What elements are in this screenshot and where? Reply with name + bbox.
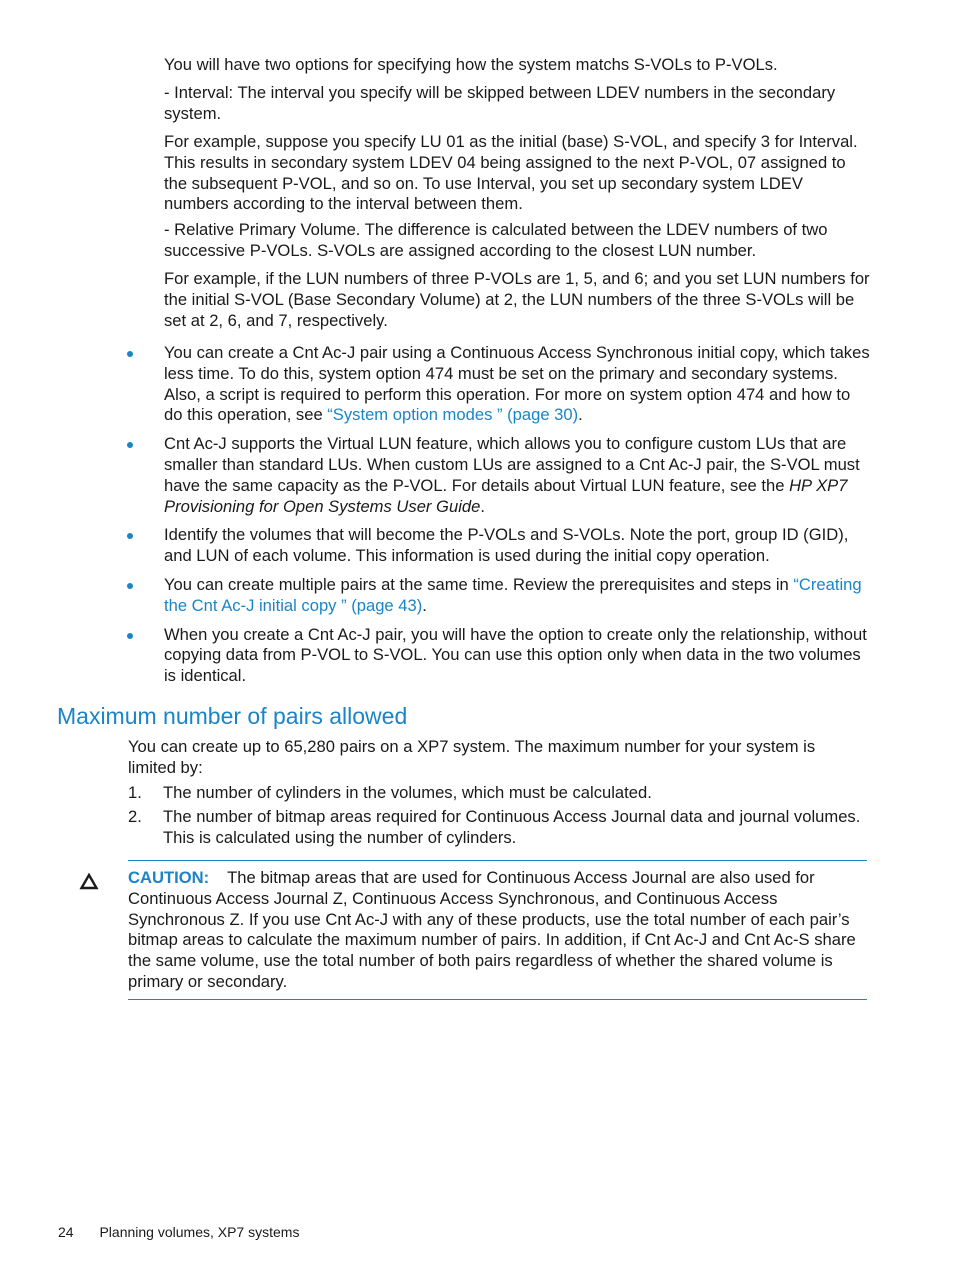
item-number: 2. xyxy=(128,806,142,826)
item-text: The number of cylinders in the volumes, which must be calculated. xyxy=(163,783,652,802)
bullet-icon xyxy=(127,533,133,539)
bullet-list xyxy=(0,343,954,695)
bullet-icon xyxy=(127,633,133,639)
caution-bottom-rule xyxy=(128,999,867,1000)
item-text: The number of bitmap areas required for Continuous Access Journal data and journal volumes. This is calculated using the number of cylinders. xyxy=(163,806,861,847)
list-item xyxy=(0,434,870,517)
caution-top-rule xyxy=(128,860,867,861)
bullet-text: Identify the volumes that will become the P-VOLs and S-VOLs. Note the port, group ID (GID), and LUN of each volume. This information is used during the initial copy operation. xyxy=(164,525,849,566)
list-item xyxy=(0,575,870,617)
intro-paragraph-relative: - Relative Primary Volume. The difference is calculated between the LDEV numbers of two successive P-VOLs. S-VOLs are assigned according to the closest LUN number. xyxy=(164,220,828,260)
list-item xyxy=(0,783,869,804)
footer-chapter-title: Planning volumes, XP7 systems xyxy=(99,1224,300,1240)
list-item xyxy=(0,343,870,426)
bullet-icon xyxy=(127,351,133,357)
intro-paragraph-interval-example: For example, suppose you specify LU 01 as the initial (base) S-VOL, and specify 3 for Interval. This results in secondary system LDEV 04 being assigned to the next P-VOL, 07 assigned to the subsequent P-VOL, and so on. To use Interval, you set up secondary system LDEV numbers according to the interval between them. xyxy=(164,132,858,214)
page-footer xyxy=(58,1223,299,1241)
bullet-punctuation: . xyxy=(422,595,427,615)
caution-triangle-icon xyxy=(79,872,99,890)
caution-note xyxy=(128,868,870,993)
bullet-text: You can create multiple pairs at the same time. Review the prerequisites and steps in xyxy=(164,574,794,594)
caution-body: The bitmap areas that are used for Continuous Access Journal are also used for Continuous Access Journal Z, Continuous Access Synchronous, and Continuous Access Synchronous Z. If you use Cnt Ac-J with any of these products, use the total number of each pair’s bitmap areas to calculate the maximum number of pairs. In addition, if Cnt Ac-J and Cnt Ac-S share the same volume, use the total number of both pairs regardless of whether the shared volume is primary or secondary. xyxy=(128,868,856,991)
intro-paragraph-relative-example: For example, if the LUN numbers of three P-VOLs are 1, 5, and 6; and you set LUN numbers for the initial S-VOL (Base Secondary Volume) at 2, the LUN numbers of the three S-VOLs will be set at 2, 6, and 7, respectively. xyxy=(164,269,870,330)
intro-paragraph-interval: - Interval: The interval you specify will be skipped between LDEV numbers in the secondary system. xyxy=(164,83,836,123)
bullet-text: Cnt Ac-J supports the Virtual LUN feature, which allows you to configure custom LUs that are smaller than standard LUs. When custom LUs are assigned to a Cnt Ac-J pair, the S-VOL must have the same capacity as the P-VOL. For details about Virtual LUN feature, see the xyxy=(164,434,860,495)
creating-initial-copy-link[interactable]: “Creating the Cnt Ac-J initial copy ” (page 43) xyxy=(164,574,862,615)
bullet-text: You can create a Cnt Ac-J pair using a Continuous Access Synchronous initial copy, which takes less time. To do this, system option 474 must be set on the primary and secondary systems. Also, a script is required to perform this operation. For more on system option 474 and how to do this operation, see xyxy=(164,343,870,425)
list-item xyxy=(0,525,870,567)
bullet-punctuation: . xyxy=(480,496,485,516)
caution-label: CAUTION: xyxy=(128,868,210,887)
list-item xyxy=(0,625,870,687)
page-number: 24 xyxy=(58,1224,74,1240)
bullet-icon xyxy=(127,442,133,448)
section-intro: You can create up to 65,280 pairs on a XP7 system. The maximum number for your system is limited by: xyxy=(128,737,816,777)
item-number: 1. xyxy=(128,783,142,802)
bullet-icon xyxy=(127,583,133,589)
intro-paragraph-1: You will have two options for specifying how the system matchs S-VOLs to P-VOLs. xyxy=(164,55,778,74)
system-option-modes-link[interactable]: “System option modes ” (page 30) xyxy=(327,405,579,425)
bullet-text: When you create a Cnt Ac-J pair, you will have the option to create only the relationship, without copying data from P-VOL to S-VOL. You can use this option only when data in the two volumes is identical. xyxy=(164,624,867,686)
section-title: Maximum number of pairs allowed xyxy=(57,703,408,729)
numbered-list xyxy=(0,783,954,851)
bullet-punctuation: . xyxy=(578,405,583,425)
guide-title: HP XP7 Provisioning for Open Systems User Guide xyxy=(164,475,848,516)
list-item xyxy=(0,807,869,849)
